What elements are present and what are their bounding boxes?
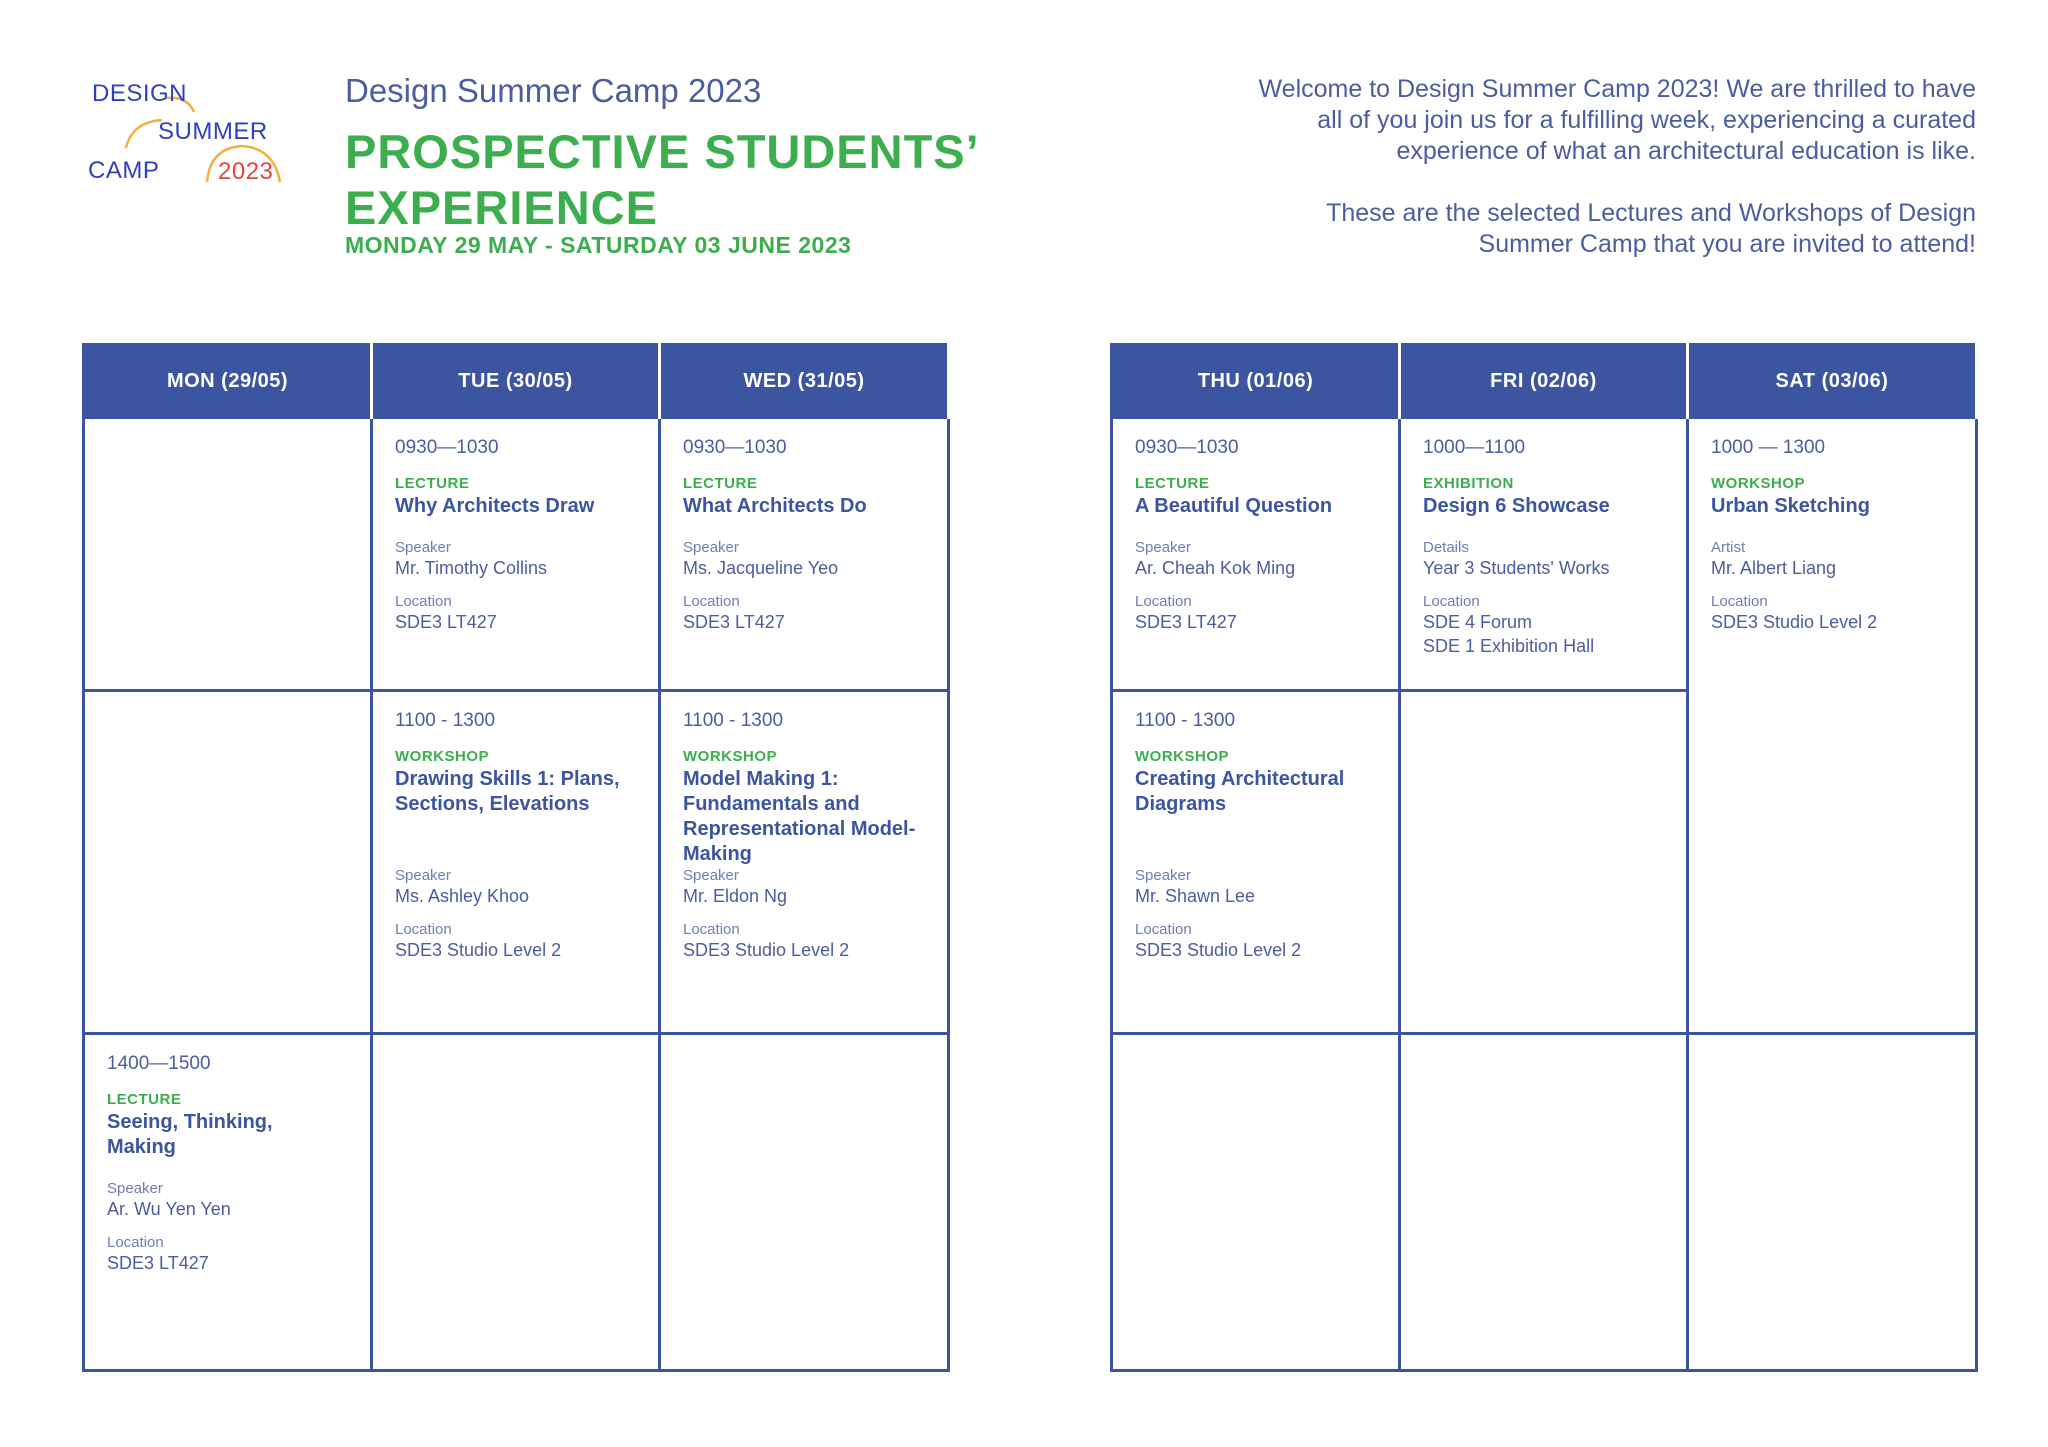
event-speaker-label: Speaker bbox=[395, 539, 451, 556]
event-title: Design Summer Camp 2023 bbox=[345, 72, 762, 109]
event-location-label: Location bbox=[1135, 593, 1192, 610]
event-location-label: Location bbox=[107, 1234, 164, 1251]
page-title: PROSPECTIVE STUDENTS’ EXPERIENCE bbox=[345, 125, 978, 234]
event-type: WORKSHOP bbox=[1711, 475, 1805, 492]
event-location: SDE3 LT427 bbox=[395, 612, 497, 632]
event-time: 1000—1100 bbox=[1423, 437, 1526, 458]
event-time: 0930—1030 bbox=[395, 437, 499, 458]
slot-mon-am bbox=[85, 419, 373, 692]
event-type: WORKSHOP bbox=[1135, 748, 1229, 765]
event-location: SDE 4 Forum bbox=[1423, 612, 1533, 632]
event-speaker-label: Speaker bbox=[395, 867, 451, 884]
event-location-label: Location bbox=[1423, 593, 1480, 610]
slot-wed-pm bbox=[661, 1035, 950, 1372]
event-artist: Mr. Albert Liang bbox=[1711, 558, 1837, 578]
event-location-secondary: SDE 1 Exhibition Hall bbox=[1423, 636, 1595, 656]
event-card bbox=[395, 437, 646, 634]
slot-tue-pm bbox=[373, 1035, 661, 1372]
event-speaker: Ar. Wu Yen Yen bbox=[107, 1199, 231, 1219]
event-details-label: Details bbox=[1423, 539, 1469, 556]
event-time: 1400—1500 bbox=[107, 1053, 211, 1074]
day-header-wed: WED (31/05) bbox=[661, 343, 947, 419]
logo-camp-text: CAMP bbox=[88, 157, 160, 184]
event-card bbox=[395, 710, 646, 962]
event-location: SDE3 Studio Level 2 bbox=[683, 940, 850, 960]
intro-paragraph-2: These are the selected Lectures and Workshops of Design Summer Camp that you are invited to attend! bbox=[1326, 199, 1976, 258]
event-type: LECTURE bbox=[1135, 475, 1210, 492]
event-location: SDE3 Studio Level 2 bbox=[1135, 940, 1302, 960]
day-header-sat: SAT (03/06) bbox=[1689, 343, 1975, 419]
event-type: WORKSHOP bbox=[683, 748, 777, 765]
event-card bbox=[107, 1053, 358, 1275]
camp-logo bbox=[82, 70, 292, 190]
event-artist-label: Artist bbox=[1711, 539, 1746, 556]
slot-tue-am bbox=[373, 419, 661, 692]
event-location-label: Location bbox=[683, 593, 740, 610]
event-title: Creating Architectural Diagrams bbox=[1135, 768, 1345, 815]
event-location: SDE3 Studio Level 2 bbox=[1711, 612, 1878, 632]
schedule-table-right bbox=[1110, 343, 1978, 1372]
event-location: SDE3 LT427 bbox=[1135, 612, 1237, 632]
event-location-label: Location bbox=[1135, 921, 1192, 938]
logo-year-text: 2023 bbox=[218, 158, 274, 185]
day-header-tue: TUE (30/05) bbox=[373, 343, 658, 419]
event-title: Urban Sketching bbox=[1711, 495, 1870, 517]
day-header-thu: THU (01/06) bbox=[1113, 343, 1398, 419]
event-title: Drawing Skills 1: Plans, Sections, Elevations bbox=[395, 768, 620, 815]
event-card bbox=[1423, 437, 1674, 658]
event-location: SDE3 LT427 bbox=[107, 1253, 209, 1273]
slot-sat-pm bbox=[1689, 1035, 1978, 1372]
event-title: Design 6 Showcase bbox=[1423, 495, 1610, 517]
slot-thu-mid bbox=[1113, 692, 1401, 1035]
event-details: Year 3 Students' Works bbox=[1423, 558, 1610, 578]
event-title: Seeing, Thinking, Making bbox=[107, 1111, 273, 1158]
event-speaker-label: Speaker bbox=[683, 867, 739, 884]
event-location: SDE3 LT427 bbox=[683, 612, 785, 632]
day-header-fri: FRI (02/06) bbox=[1401, 343, 1686, 419]
slot-mon-mid bbox=[85, 692, 373, 1035]
slot-fri-pm bbox=[1401, 1035, 1689, 1372]
intro-paragraph-1: Welcome to Design Summer Camp 2023! We are thrilled to have all of you join us for a fulfilling week, experiencing a curated experience of what an architectural education is like. bbox=[1258, 75, 1976, 165]
slot-fri-mid bbox=[1401, 692, 1689, 1035]
event-type: WORKSHOP bbox=[395, 748, 489, 765]
event-location-label: Location bbox=[1711, 593, 1768, 610]
event-speaker: Mr. Timothy Collins bbox=[395, 558, 548, 578]
event-speaker-label: Speaker bbox=[1135, 867, 1191, 884]
event-time: 1000 — 1300 bbox=[1711, 437, 1826, 458]
slot-sat-am bbox=[1689, 419, 1978, 1035]
event-title: Model Making 1: Fundamentals and Representational Model-Making bbox=[683, 768, 916, 865]
event-title: A Beautiful Question bbox=[1135, 495, 1333, 517]
logo-summer-text: SUMMER bbox=[158, 118, 268, 145]
slot-wed-am bbox=[661, 419, 950, 692]
event-time: 1100 - 1300 bbox=[683, 710, 784, 731]
event-time: 0930—1030 bbox=[1135, 437, 1239, 458]
event-time: 1100 - 1300 bbox=[395, 710, 496, 731]
logo-design-text: DESIGN bbox=[92, 80, 188, 107]
day-header-mon: MON (29/05) bbox=[85, 343, 370, 419]
event-time: 0930—1030 bbox=[683, 437, 787, 458]
event-card bbox=[1135, 710, 1386, 962]
event-card bbox=[1711, 437, 1963, 634]
event-time: 1100 - 1300 bbox=[1135, 710, 1236, 731]
event-type: EXHIBITION bbox=[1423, 475, 1514, 492]
date-range: MONDAY 29 MAY - SATURDAY 03 JUNE 2023 bbox=[345, 232, 852, 258]
event-card bbox=[683, 437, 935, 634]
event-type: LECTURE bbox=[683, 475, 758, 492]
slot-tue-mid bbox=[373, 692, 661, 1035]
event-location-label: Location bbox=[395, 921, 452, 938]
event-type: LECTURE bbox=[395, 475, 470, 492]
event-speaker-label: Speaker bbox=[683, 539, 739, 556]
event-location: SDE3 Studio Level 2 bbox=[395, 940, 562, 960]
event-speaker: Ms. Jacqueline Yeo bbox=[683, 558, 839, 578]
intro-text bbox=[1256, 74, 1976, 291]
event-title: What Architects Do bbox=[683, 495, 867, 517]
slot-thu-am bbox=[1113, 419, 1401, 692]
event-type: LECTURE bbox=[107, 1091, 182, 1108]
slot-wed-mid bbox=[661, 692, 950, 1035]
slot-thu-pm bbox=[1113, 1035, 1401, 1372]
event-card bbox=[683, 710, 935, 962]
event-speaker: Mr. Eldon Ng bbox=[683, 886, 788, 906]
event-speaker-label: Speaker bbox=[1135, 539, 1191, 556]
event-speaker: Ms. Ashley Khoo bbox=[395, 886, 530, 906]
slot-fri-am bbox=[1401, 419, 1689, 692]
event-card bbox=[1135, 437, 1386, 634]
slot-mon-pm bbox=[85, 1035, 373, 1372]
event-speaker-label: Speaker bbox=[107, 1180, 163, 1197]
event-location-label: Location bbox=[683, 921, 740, 938]
schedule-table-left bbox=[82, 343, 950, 1372]
event-speaker: Ar. Cheah Kok Ming bbox=[1135, 558, 1296, 578]
event-speaker: Mr. Shawn Lee bbox=[1135, 886, 1256, 906]
event-title: Why Architects Draw bbox=[395, 495, 595, 517]
event-location-label: Location bbox=[395, 593, 452, 610]
